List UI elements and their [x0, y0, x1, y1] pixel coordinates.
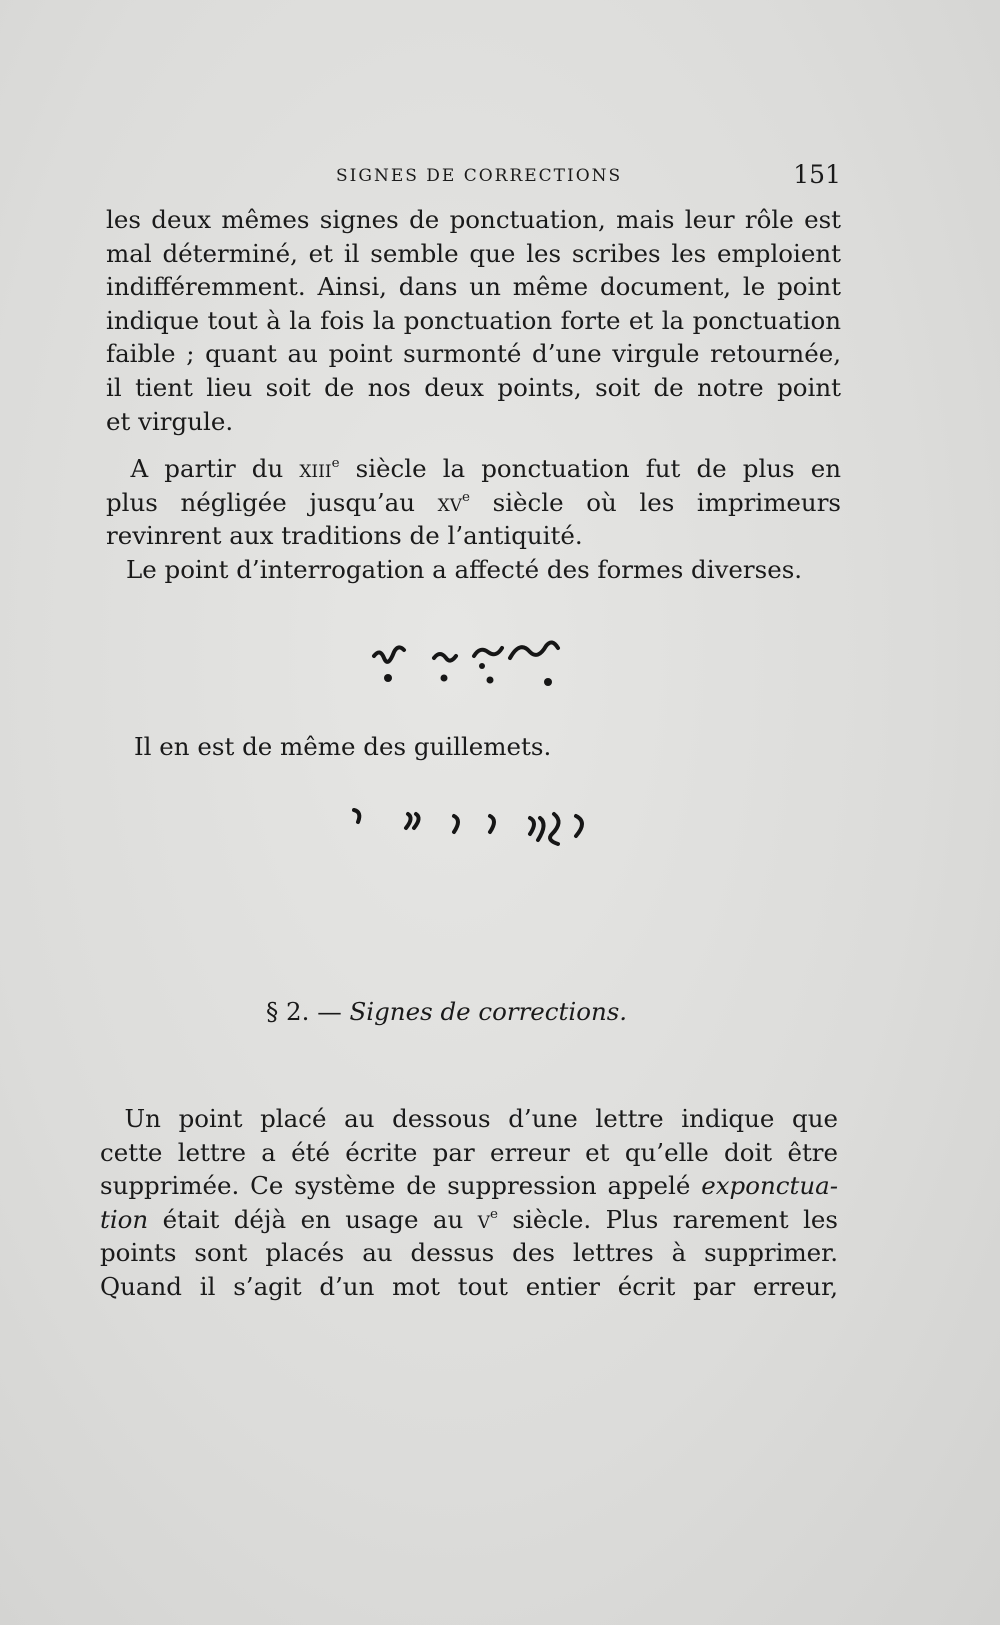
paragraph-punctuation-roles: [106, 203, 841, 438]
century-numeral: xiii: [299, 454, 332, 483]
text-line: [106, 486, 841, 520]
medieval-question-mark-icons: [370, 628, 590, 698]
running-head: SIGNES DE CORRECTIONS: [336, 166, 623, 186]
text-line: points sont placés au dessus des lettres à supprimer.: [100, 1238, 838, 1268]
text-line: [100, 1169, 838, 1203]
superscript: e: [331, 454, 340, 471]
text-line: [100, 1203, 838, 1237]
text-fragment: supprimée. Ce système de suppression appelé: [100, 1171, 702, 1201]
text-line: revinrent aux traditions de l’antiquité.: [106, 521, 583, 551]
text-fragment: plus négligée jusqu’au: [106, 487, 438, 517]
text-line: [100, 1102, 838, 1136]
text-fragment: siècle où les imprimeurs: [470, 487, 841, 517]
century-numeral: v: [477, 1204, 490, 1234]
superscript: e: [490, 1205, 498, 1222]
text-line: Le point d’interrogation a affecté des formes diverses.: [126, 555, 803, 584]
text-line: il tient lieu soit de nos deux points, soit de notre point: [106, 372, 841, 402]
text-line: Quand il s’agit d’un mot tout entier écrit par erreur,: [100, 1271, 838, 1301]
text-line: indifféremment. Ainsi, dans un même document, le point: [106, 272, 841, 302]
paragraph-quotation-marks: [134, 730, 841, 764]
paragraph-punctuation-history: [106, 452, 841, 553]
text-line: et virgule.: [106, 406, 234, 436]
text-fragment: siècle. Plus rarement les: [497, 1204, 838, 1234]
text-line: Il en est de même des guillemets.: [134, 732, 552, 761]
text-line: [106, 452, 841, 486]
italic-term: exponctua-: [701, 1171, 838, 1201]
text-fragment: Un point placé au dessous d’une lettre indique que: [124, 1104, 838, 1133]
text-line: mal déterminé, et il semble que les scribes les emploient: [106, 238, 841, 268]
paragraph-question-mark: [126, 553, 841, 587]
section-heading: [266, 997, 627, 1026]
text-fragment: A partir du: [130, 454, 300, 483]
text-line: faible ; quant au point surmonté d’une virgule retournée,: [106, 339, 841, 369]
section-title: Signes de corrections.: [349, 997, 628, 1026]
medieval-quotation-mark-icons: [350, 800, 610, 860]
section-number: § 2. —: [266, 997, 342, 1026]
text-line: indique tout à la fois la ponctuation forte et la ponctuation: [106, 305, 841, 335]
text-line: les deux mêmes signes de ponctuation, mais leur rôle est: [106, 205, 841, 234]
text-fragment: siècle la ponctuation fut de plus en: [339, 454, 841, 483]
century-numeral: xv: [437, 487, 463, 517]
italic-term: tion: [100, 1204, 149, 1234]
superscript: e: [462, 488, 471, 505]
text-line: cette lettre a été écrite par erreur et qu’elle doit être: [100, 1137, 838, 1167]
page-number: 151: [793, 160, 841, 189]
paragraph-expunction: [100, 1102, 838, 1304]
text-fragment: était déjà en usage au: [148, 1204, 478, 1234]
page-header: [106, 160, 841, 196]
